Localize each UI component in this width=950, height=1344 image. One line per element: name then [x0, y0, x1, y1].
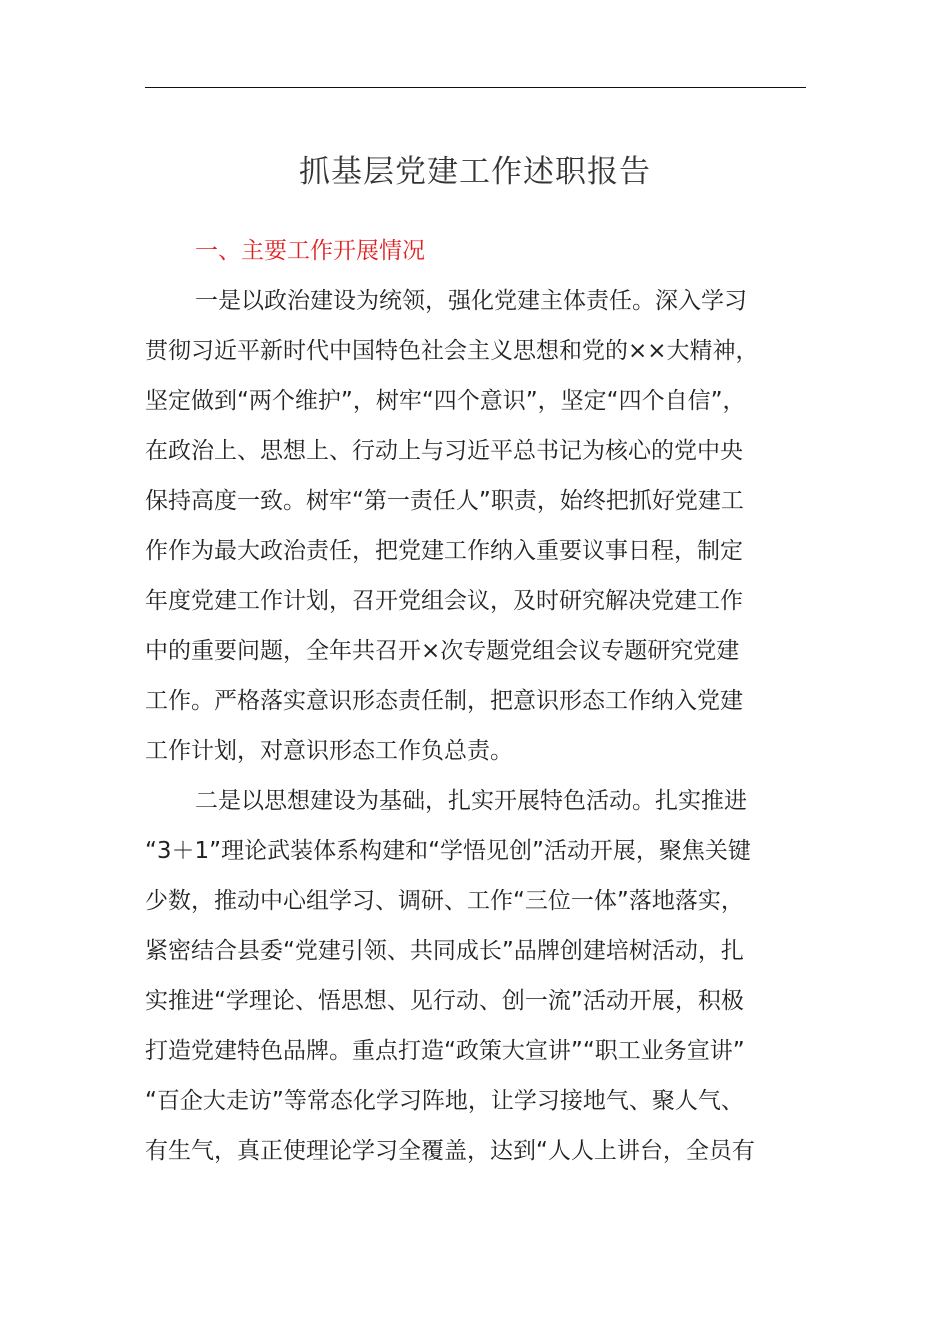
text-line: 紧密结合县委“党建引领、共同成长”品牌创建培树活动，扎 — [145, 938, 744, 964]
text-line: 少数，推动中心组学习、调研、工作“三位一体”落地落实， — [145, 888, 744, 914]
text-line: 作作为最大政治责任，把党建工作纳入重要议事日程，制定 — [145, 538, 743, 564]
text-line: 坚定做到“两个维护”，树牢“四个意识”，坚定“四个自信”， — [145, 388, 746, 414]
text-line: “3＋1”理论武装体系构建和“学悟见创”活动开展，聚焦关键 — [145, 838, 751, 864]
text-line: 中的重要问题，全年共召开×次专题党组会议专题研究党建 — [145, 638, 740, 664]
document-title: 抓基层党建工作述职报告 — [299, 154, 651, 190]
text-line: 在政治上、思想上、行动上与习近平总书记为核心的党中央 — [145, 438, 743, 464]
header-rule — [145, 87, 806, 88]
text-line: 一是以政治建设为统领，强化党建主体责任。深入学习 — [195, 288, 747, 314]
text-line: “百企大走访”等常态化学习阵地，让学习接地气、聚人气、 — [145, 1088, 744, 1114]
text-line: 有生气，真正使理论学习全覆盖，达到“人人上讲台，全员有 — [145, 1138, 755, 1164]
text-line: 保持高度一致。树牢“第一责任人”职责，始终把抓好党建工 — [145, 488, 744, 514]
text-line: 贯彻习近平新时代中国特色社会主义思想和党的××大精神， — [145, 338, 759, 364]
text-line: 二是以思想建设为基础，扎实开展特色活动。扎实推进 — [195, 788, 747, 814]
text-line: 工作。严格落实意识形态责任制，把意识形态工作纳入党建 — [145, 688, 743, 714]
paragraph-political-construction — [145, 276, 805, 776]
paragraph-ideological-construction — [145, 776, 805, 1176]
document-body — [145, 226, 805, 1176]
text-line: 实推进“学理论、悟思想、见行动、创一流”活动开展，积极 — [145, 988, 744, 1014]
text-line: 年度党建工作计划，召开党组会议，及时研究解决党建工作 — [145, 588, 743, 614]
section-heading: 一、主要工作开展情况 — [195, 238, 425, 264]
text-line: 打造党建特色品牌。重点打造“政策大宣讲”“职工业务宣讲” — [145, 1038, 745, 1064]
text-line: 工作计划，对意识形态工作负总责。 — [145, 738, 513, 764]
